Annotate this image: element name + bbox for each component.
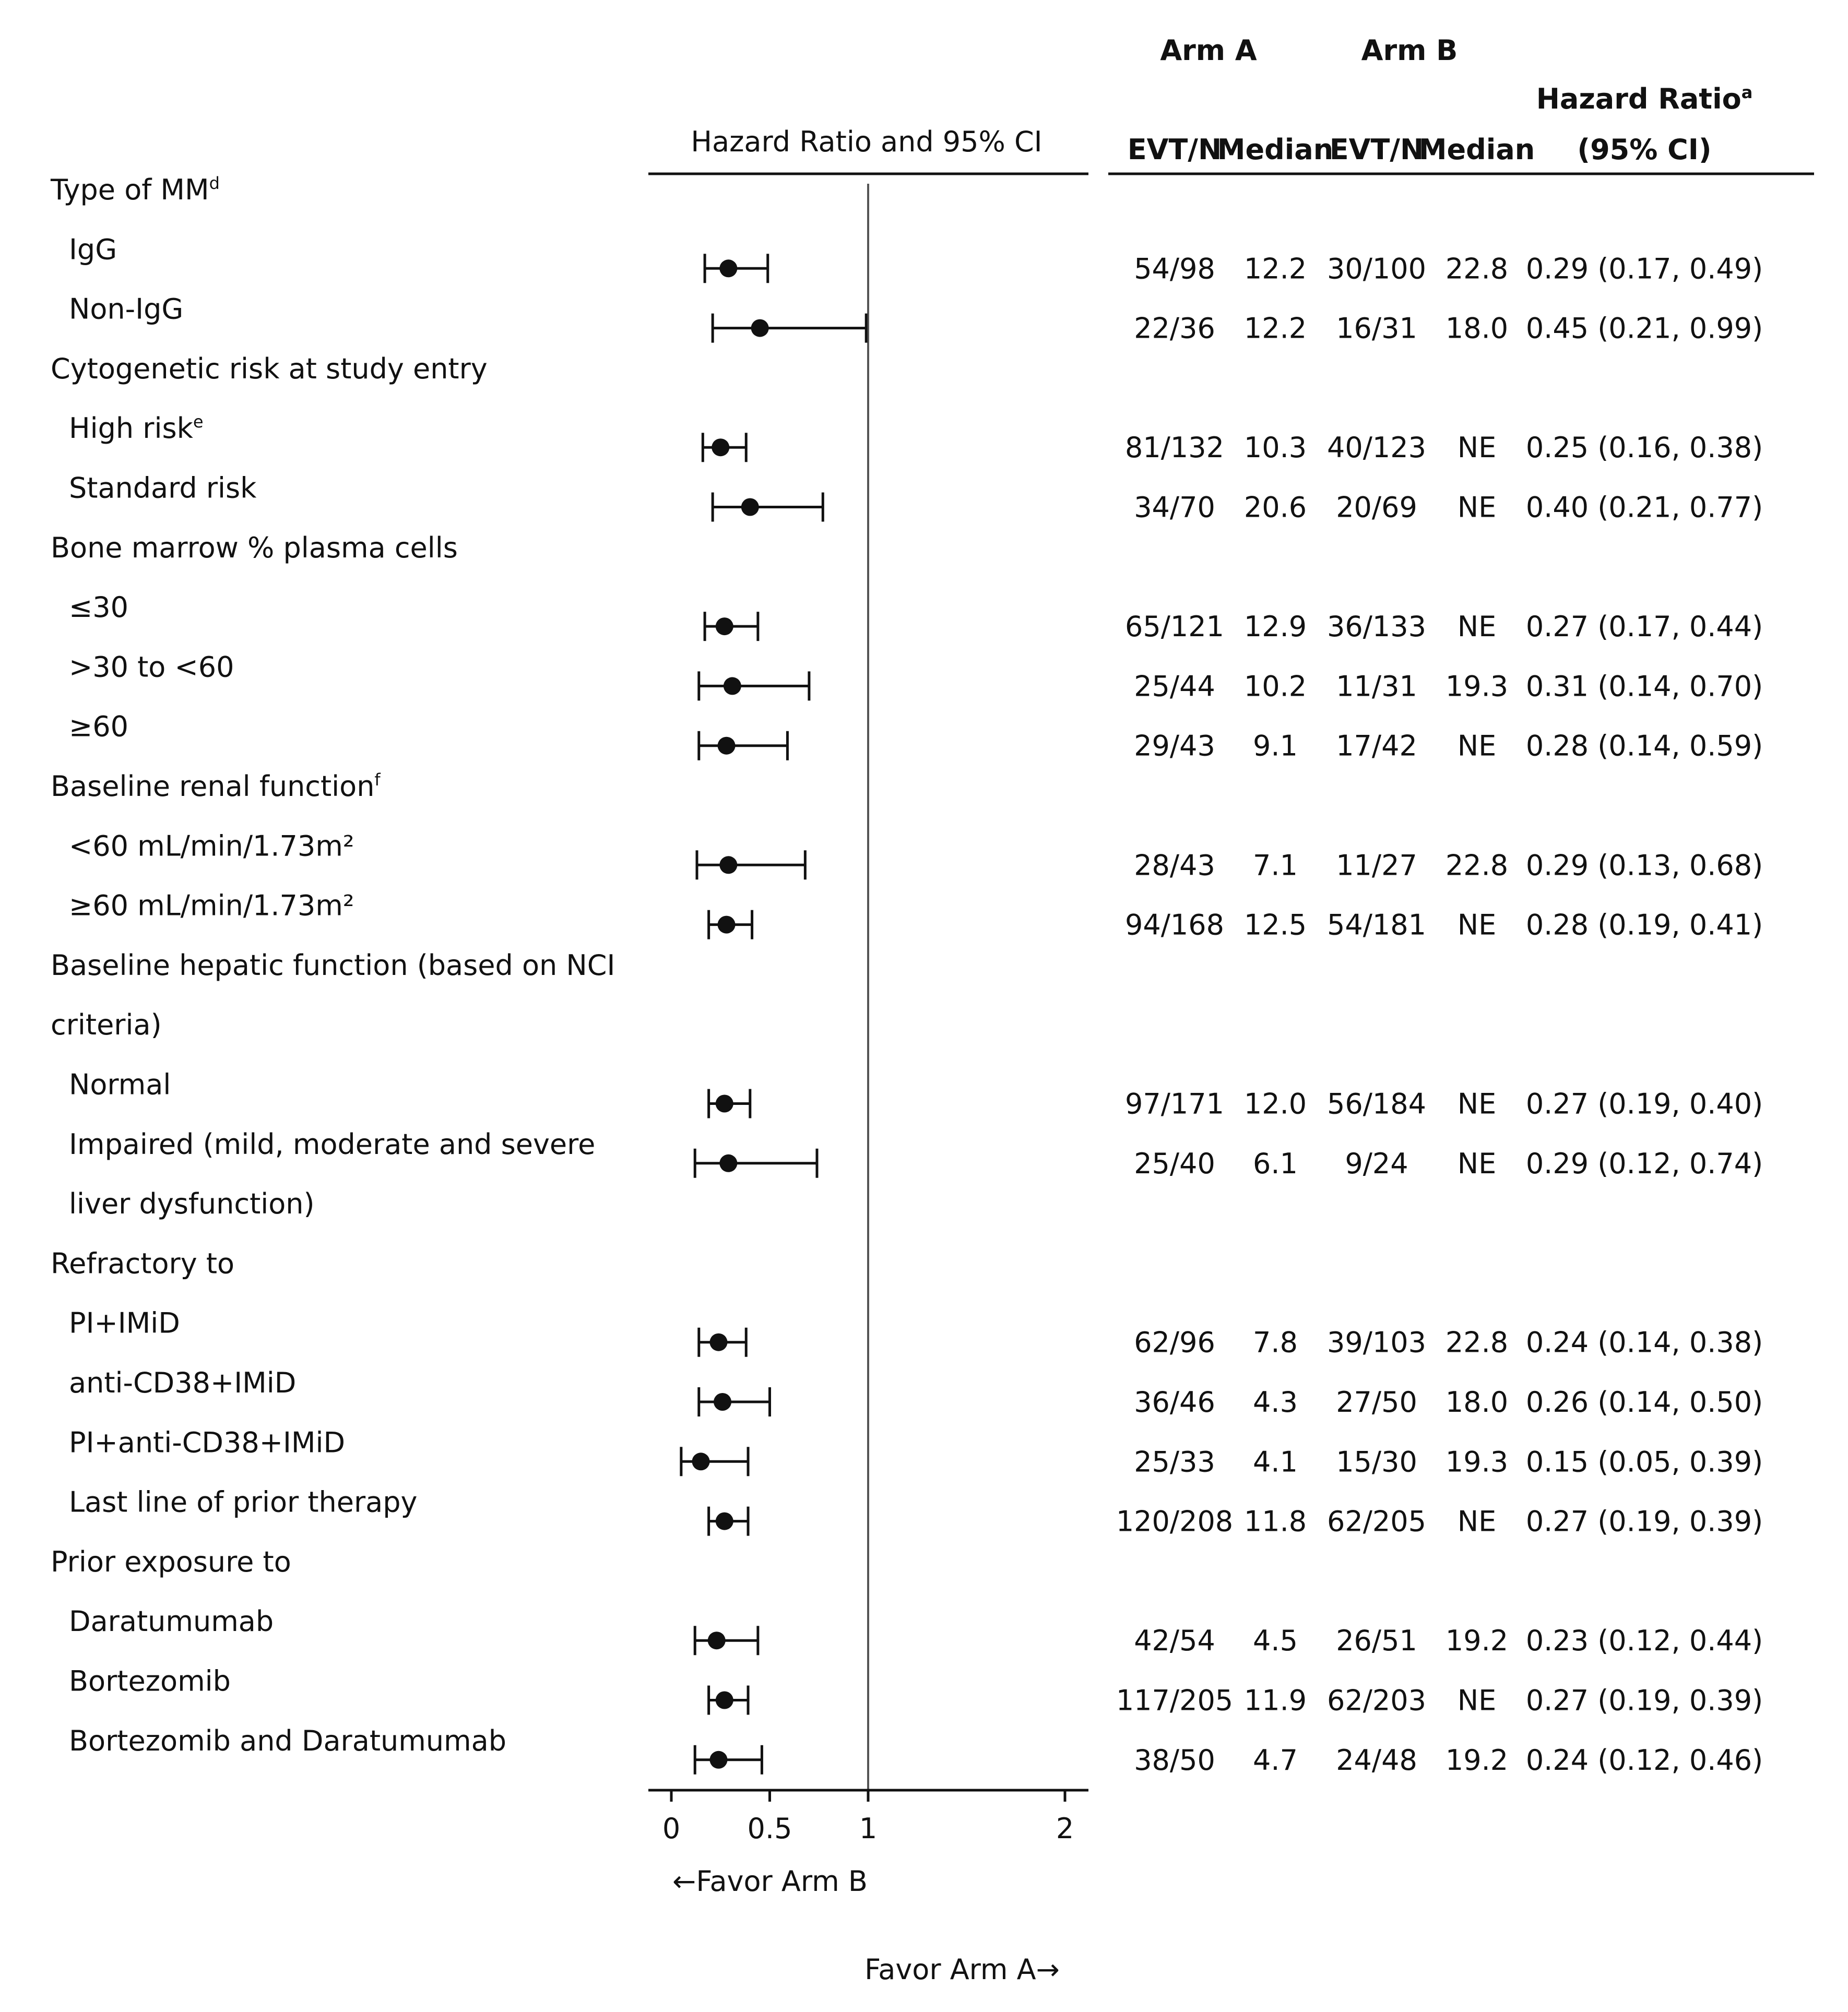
cell-median-arm-a: 4.7	[1253, 1743, 1298, 1777]
cell-evt-n-arm-b: 11/31	[1336, 670, 1417, 703]
cell-evt-n-arm-a: 65/121	[1125, 610, 1224, 644]
cell-median-arm-a: 4.5	[1253, 1624, 1298, 1658]
subgroup-label	[69, 1486, 418, 1519]
cell-hazard-ratio-ci: 0.40 (0.21, 0.77)	[1525, 491, 1763, 524]
row-label-text: liver dysfunction)	[69, 1187, 315, 1221]
subgroup-label	[69, 591, 128, 624]
cell-evt-n-arm-a: 28/43	[1134, 849, 1215, 882]
row-label-text: Last line of prior therapy	[69, 1485, 418, 1519]
cell-median-arm-a: 7.1	[1253, 849, 1298, 882]
cell-median-arm-b: 22.8	[1445, 1326, 1509, 1359]
hr-point	[724, 677, 741, 695]
cell-median-arm-b: NE	[1457, 431, 1497, 465]
cell-median-arm-b: 18.0	[1445, 312, 1509, 345]
cell-evt-n-arm-b: 62/205	[1327, 1505, 1426, 1538]
cell-hazard-ratio-ci: 0.29 (0.12, 0.74)	[1525, 1147, 1763, 1180]
cell-evt-n-arm-b: 30/100	[1327, 252, 1426, 285]
cell-median-arm-a: 9.1	[1253, 729, 1298, 763]
row-label-text: Normal	[69, 1068, 171, 1101]
cell-evt-n-arm-b: 26/51	[1336, 1624, 1417, 1658]
header-arm-a: Arm A	[1160, 34, 1257, 67]
subgroup-heading	[51, 531, 458, 564]
cell-median-arm-a: 10.2	[1243, 670, 1307, 703]
cell-evt-n-arm-b: 11/27	[1336, 849, 1417, 882]
hr-point	[712, 438, 729, 456]
cell-hazard-ratio-ci: 0.27 (0.19, 0.39)	[1525, 1505, 1763, 1538]
subgroup-label	[69, 1307, 180, 1340]
subgroup-label	[69, 1665, 231, 1698]
subgroup-label	[69, 889, 354, 922]
cell-evt-n-arm-a: 25/40	[1134, 1147, 1215, 1180]
hr-point	[719, 856, 737, 874]
header-median-a: Median	[1217, 133, 1334, 166]
subgroup-label	[69, 1128, 595, 1161]
cell-evt-n-arm-a: 22/36	[1134, 312, 1215, 345]
row-label-text: Bortezomib	[69, 1664, 231, 1698]
row-label-text: Refractory to	[51, 1247, 235, 1280]
row-label-text: anti-CD38+IMiD	[69, 1366, 297, 1399]
hr-point	[716, 617, 733, 635]
cell-median-arm-b: NE	[1457, 1684, 1497, 1717]
cell-hazard-ratio-ci: 0.27 (0.19, 0.39)	[1525, 1684, 1763, 1717]
cell-evt-n-arm-a: 81/132	[1125, 431, 1224, 465]
header-arm-b: Arm B	[1361, 34, 1458, 67]
cell-median-arm-a: 20.6	[1243, 491, 1307, 524]
subgroup-heading	[51, 1247, 234, 1280]
subgroup-label	[69, 710, 128, 743]
cell-median-arm-a: 12.9	[1243, 610, 1307, 644]
cell-hazard-ratio-ci: 0.28 (0.19, 0.41)	[1525, 908, 1763, 942]
hr-point	[709, 1751, 727, 1769]
row-label-text: Baseline renal function	[51, 770, 375, 803]
subgroup-heading	[51, 949, 615, 982]
cell-median-arm-a: 11.8	[1243, 1505, 1307, 1538]
forest-rows	[50, 173, 1763, 1777]
header-hazard-ratio-text: Hazard Ratio	[1536, 82, 1742, 115]
cell-evt-n-arm-b: 24/48	[1336, 1743, 1417, 1777]
subgroup-label	[69, 472, 257, 505]
hr-point	[716, 1513, 733, 1530]
cell-evt-n-arm-a: 42/54	[1134, 1624, 1215, 1658]
cell-median-arm-b: 19.2	[1445, 1624, 1509, 1658]
row-label-text: IgG	[69, 233, 117, 266]
cell-hazard-ratio-ci: 0.27 (0.19, 0.40)	[1525, 1087, 1763, 1121]
cell-evt-n-arm-a: 36/46	[1134, 1386, 1215, 1419]
cell-median-arm-b: 22.8	[1445, 849, 1509, 882]
cell-median-arm-b: 19.3	[1445, 670, 1509, 703]
row-label-sup: d	[209, 173, 220, 193]
row-label-text: PI+IMiD	[69, 1306, 180, 1340]
x-tick-label: 2	[1056, 1812, 1074, 1845]
cell-evt-n-arm-b: 9/24	[1345, 1147, 1408, 1180]
cell-evt-n-arm-b: 20/69	[1336, 491, 1417, 524]
x-tick-label: 0.5	[747, 1812, 792, 1845]
cell-median-arm-a: 6.1	[1253, 1147, 1298, 1180]
subgroup-heading	[50, 173, 220, 206]
cell-evt-n-arm-b: 17/42	[1336, 729, 1417, 763]
header-hr-ci: (95% CI)	[1577, 133, 1712, 166]
row-label-text: Daratumumab	[69, 1605, 274, 1638]
favor-arm-b-label: ←Favor Arm B	[672, 1865, 868, 1898]
cell-median-arm-b: 19.3	[1445, 1445, 1509, 1479]
subgroup-label	[69, 1366, 296, 1399]
cell-median-arm-b: 19.2	[1445, 1743, 1509, 1777]
cell-median-arm-a: 11.9	[1243, 1684, 1307, 1717]
row-label-text: High risk	[69, 412, 193, 445]
cell-evt-n-arm-b: 40/123	[1327, 431, 1426, 465]
cell-evt-n-arm-a: 120/208	[1116, 1505, 1234, 1538]
cell-median-arm-b: NE	[1457, 491, 1497, 524]
row-label-text: Non-IgG	[69, 292, 184, 326]
x-axis-ticks	[662, 1790, 1074, 1845]
hr-point	[741, 498, 759, 516]
header-plot-title: Hazard Ratio and 95% CI	[691, 125, 1043, 158]
cell-median-arm-a: 12.5	[1243, 908, 1307, 942]
cell-hazard-ratio-ci: 0.28 (0.14, 0.59)	[1525, 729, 1763, 763]
row-label-text: ≥60 mL/min/1.73m²	[69, 889, 354, 922]
row-label-text: Standard risk	[69, 471, 257, 505]
cell-hazard-ratio-ci: 0.31 (0.14, 0.70)	[1525, 670, 1763, 703]
row-label-text: <60 mL/min/1.73m²	[69, 829, 354, 863]
cell-median-arm-b: NE	[1457, 729, 1497, 763]
cell-hazard-ratio-ci: 0.26 (0.14, 0.50)	[1525, 1386, 1763, 1419]
cell-evt-n-arm-a: 97/171	[1125, 1087, 1224, 1121]
subgroup-label	[69, 412, 204, 445]
cell-median-arm-a: 7.8	[1253, 1326, 1298, 1359]
cell-evt-n-arm-a: 62/96	[1134, 1326, 1215, 1359]
subgroup-label	[69, 829, 354, 862]
x-tick-label: 1	[859, 1812, 878, 1845]
cell-median-arm-a: 12.0	[1243, 1087, 1307, 1121]
hr-point	[751, 319, 769, 337]
cell-median-arm-a: 12.2	[1243, 252, 1307, 285]
subgroup-heading	[51, 1545, 291, 1578]
cell-evt-n-arm-a: 117/205	[1116, 1684, 1234, 1717]
cell-evt-n-arm-a: 94/168	[1125, 908, 1224, 942]
cell-median-arm-b: NE	[1457, 1147, 1497, 1180]
cell-hazard-ratio-ci: 0.23 (0.12, 0.44)	[1525, 1624, 1763, 1658]
cell-hazard-ratio-ci: 0.27 (0.17, 0.44)	[1525, 610, 1763, 644]
cell-median-arm-b: NE	[1457, 1087, 1497, 1121]
row-label-text: Cytogenetic risk at study entry	[51, 352, 488, 385]
cell-evt-n-arm-a: 29/43	[1134, 729, 1215, 763]
cell-evt-n-arm-b: 54/181	[1327, 908, 1426, 942]
cell-evt-n-arm-b: 56/184	[1327, 1087, 1426, 1121]
subgroup-heading	[51, 1008, 162, 1041]
subgroup-label	[69, 233, 117, 266]
subgroup-label	[69, 650, 234, 683]
hr-point	[716, 1692, 733, 1709]
cell-hazard-ratio-ci: 0.24 (0.12, 0.46)	[1525, 1743, 1763, 1777]
row-label-text: criteria)	[51, 1008, 162, 1042]
row-label-text: PI+anti-CD38+IMiD	[69, 1426, 346, 1459]
hr-point	[719, 1154, 737, 1172]
cell-evt-n-arm-b: 27/50	[1336, 1386, 1417, 1419]
cell-hazard-ratio-ci: 0.45 (0.21, 0.99)	[1525, 312, 1763, 345]
row-label-text: Bone marrow % plasma cells	[51, 531, 458, 564]
cell-evt-n-arm-b: 62/203	[1327, 1684, 1426, 1717]
cell-hazard-ratio-ci: 0.15 (0.05, 0.39)	[1525, 1445, 1763, 1479]
cell-evt-n-arm-b: 16/31	[1336, 312, 1417, 345]
cell-median-arm-a: 4.3	[1253, 1386, 1298, 1419]
cell-median-arm-b: 18.0	[1445, 1386, 1509, 1419]
hr-point	[719, 259, 737, 277]
hr-point	[692, 1453, 710, 1470]
subgroup-heading	[51, 352, 488, 385]
cell-evt-n-arm-b: 15/30	[1336, 1445, 1417, 1479]
subgroup-label	[69, 1724, 506, 1757]
header-evt-n-b: EVT/N	[1329, 133, 1424, 166]
hr-point	[709, 1334, 727, 1351]
cell-evt-n-arm-a: 25/33	[1134, 1445, 1215, 1479]
cell-evt-n-arm-a: 25/44	[1134, 670, 1215, 703]
cell-hazard-ratio-ci: 0.29 (0.17, 0.49)	[1525, 252, 1763, 285]
cell-hazard-ratio-ci: 0.25 (0.16, 0.38)	[1525, 431, 1763, 465]
row-label-sup: f	[374, 770, 381, 790]
cell-hazard-ratio-ci: 0.24 (0.14, 0.38)	[1525, 1326, 1763, 1359]
cell-median-arm-a: 4.1	[1253, 1445, 1298, 1479]
cell-evt-n-arm-b: 36/133	[1327, 610, 1426, 644]
row-label-text: >30 to <60	[69, 650, 234, 684]
subgroup-label	[69, 293, 183, 326]
subgroup-label	[69, 1068, 171, 1101]
hr-point	[718, 737, 736, 755]
row-label-text: ≤30	[69, 591, 128, 624]
cell-median-arm-b: NE	[1457, 1505, 1497, 1538]
subgroup-label	[69, 1605, 274, 1638]
cell-evt-n-arm-a: 34/70	[1134, 491, 1215, 524]
hr-point	[714, 1393, 731, 1411]
cell-evt-n-arm-b: 39/103	[1327, 1326, 1426, 1359]
cell-median-arm-b: NE	[1457, 610, 1497, 644]
x-tick-label: 0	[662, 1812, 681, 1845]
cell-evt-n-arm-a: 54/98	[1134, 252, 1215, 285]
row-label-text: Baseline hepatic function (based on NCI	[51, 948, 615, 982]
hr-point	[708, 1632, 726, 1649]
cell-median-arm-a: 10.3	[1243, 431, 1307, 465]
subgroup-label	[69, 1187, 315, 1220]
row-label-sup: e	[193, 412, 204, 432]
row-label-text: Type of MM	[51, 173, 209, 206]
header-evt-n-a: EVT/N	[1127, 133, 1222, 166]
subgroup-heading	[51, 770, 381, 803]
favor-arm-a-label: Favor Arm A→	[864, 1953, 1060, 1986]
cell-median-arm-b: 22.8	[1445, 252, 1509, 285]
header-hazard-ratio	[1536, 82, 1753, 115]
cell-median-arm-b: NE	[1457, 908, 1497, 942]
row-label-text: Bortezomib and Daratumumab	[69, 1724, 507, 1757]
row-label-text: Prior exposure to	[51, 1545, 291, 1578]
hr-point	[716, 1095, 733, 1113]
subgroup-label	[69, 1426, 345, 1459]
cell-median-arm-a: 12.2	[1243, 312, 1307, 345]
cell-evt-n-arm-a: 38/50	[1134, 1743, 1215, 1777]
header-hazard-ratio-sup: a	[1741, 82, 1753, 102]
row-label-text: ≥60	[69, 710, 128, 743]
hr-point	[718, 916, 736, 934]
cell-hazard-ratio-ci: 0.29 (0.13, 0.68)	[1525, 849, 1763, 882]
row-label-text: Impaired (mild, moderate and severe	[69, 1127, 596, 1161]
header-median-b: Median	[1418, 133, 1535, 166]
